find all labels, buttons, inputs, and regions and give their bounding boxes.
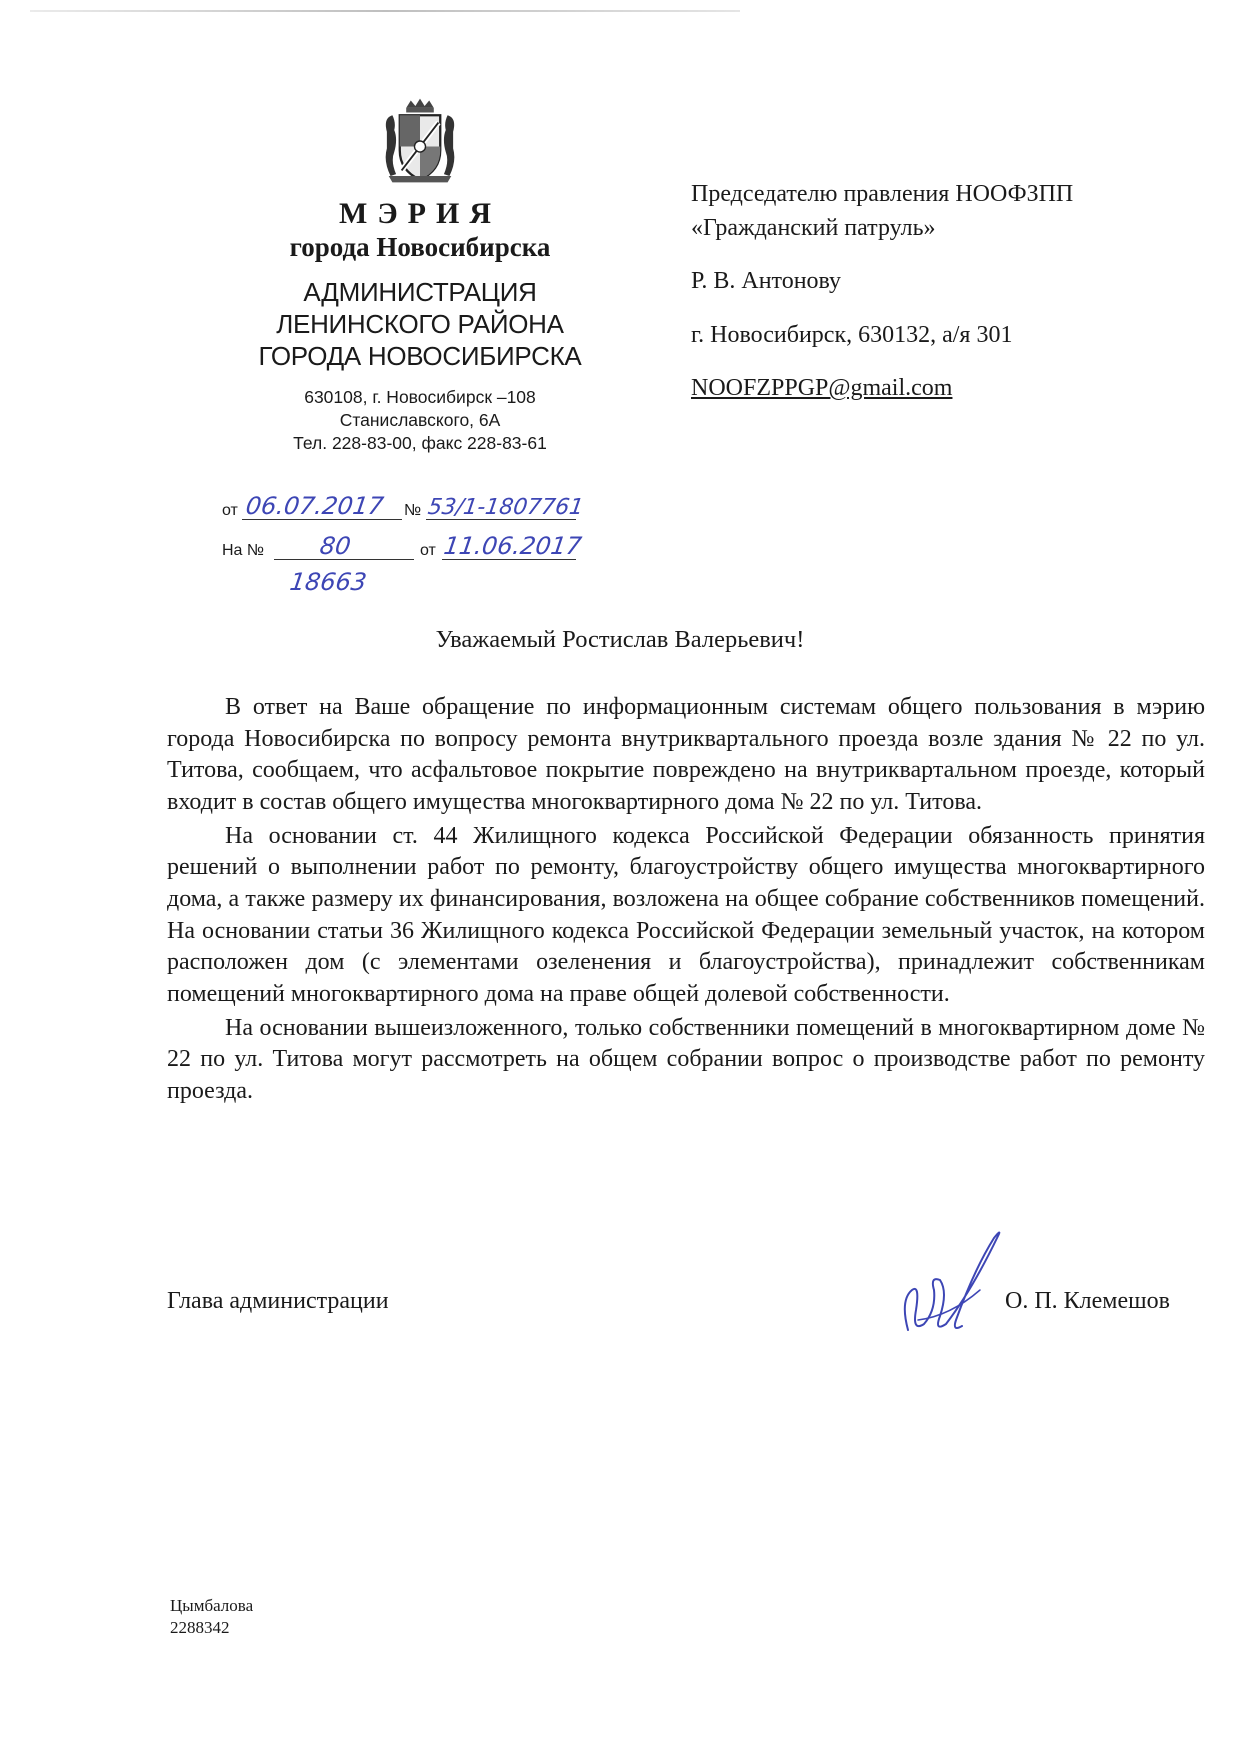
number-label: № [404,502,422,519]
outgoing-date: 06.07.2017 [244,492,386,520]
recipient-email[interactable]: NOOFZPPGP@gmail.com [691,375,953,402]
recipient-address: г. Новосибирск, 630132, а/я 301 [691,321,1013,348]
body-paragraph: На основании ст. 44 Жилищного кодекса Российской Федерации обязанность принятия решений о выполнении работ по ремонту, благоустройству общего имущества многоквартирного дома, а также размеру их финансирования, возложена на общее собрание собственников помещений. На основании статьи 36 Жилищного кодекса Российской Федерации земельный участок, на котором расположен дом (с элементами озеленения и благоустройства), принадлежит собственникам помещений многоквартирного дома на праве общей долевой собственности. [167,822,1205,1008]
letterhead-address [190,386,650,454]
address-line: Тел. 228-83-00, факс 228-83-61 [293,432,547,453]
address-line: 630108, г. Новосибирск –108 [304,387,536,408]
executor-name: Цымбалова [170,1596,254,1615]
reply-from-label: от [420,542,436,559]
from-label: от [222,502,238,519]
salutation: Уважаемый Ростислав Валерьевич! [435,626,805,653]
reply-label: На № [222,542,265,559]
reference-outgoing-row [222,490,662,530]
admin-line: АДМИНИСТРАЦИЯ [303,277,537,308]
novosibirsk-coat-of-arms-icon [374,95,466,187]
letterhead-title: МЭРИЯ [339,197,501,230]
outgoing-number: 53/1-1807761 [426,495,586,520]
scan-edge-line [30,10,740,12]
reply-number-extra: 18663 [288,568,369,596]
recipient-organization: «Гражданский патруль» [691,214,936,241]
letterhead-administration [190,277,650,372]
reference-block [222,490,662,600]
reply-number: 80 [318,532,353,560]
address-line: Станиславского, 6А [339,410,501,430]
letter-body [167,692,1205,1110]
reference-incoming-row [222,530,662,570]
reply-date: 11.06.2017 [442,532,584,560]
recipient-name: Р. В. Антонову [691,268,842,295]
signatory-name: О. П. Клемешов [1005,1288,1170,1314]
letterhead-city: города Новосибирска [289,232,551,262]
recipient-block [691,178,1211,406]
admin-line: ЛЕНИНСКОГО РАЙОНА [276,308,564,339]
handwritten-signature [890,1220,1025,1345]
executor-phone: 2288342 [170,1618,230,1638]
executor-block [170,1595,253,1639]
signatory-title: Глава администрации [167,1288,389,1314]
letterhead [190,95,650,455]
recipient-position: Председателю правления НООФЗПП [691,181,1074,207]
body-paragraph: В ответ на Ваше обращение по информационным системам общего пользования в мэрию города Новосибирска по вопросу ремонта внутриквартального проезда возле здания № 22 по ул. Титова, сообщаем, что асфальтовое покрытие повреждено на внутриквартальном проезде, который входит в состав общего имущества многоквартирного дома № 22 по ул. Титова. [167,694,1205,816]
body-paragraph: На основании вышеизложенного, только собственники помещений в многоквартирном доме № 22 по ул. Титова могут рассмотреть на общем собрании вопрос о производстве работ по ремонту проезда. [167,1014,1205,1105]
admin-line: ГОРОДА НОВОСИБИРСКА [258,340,582,371]
